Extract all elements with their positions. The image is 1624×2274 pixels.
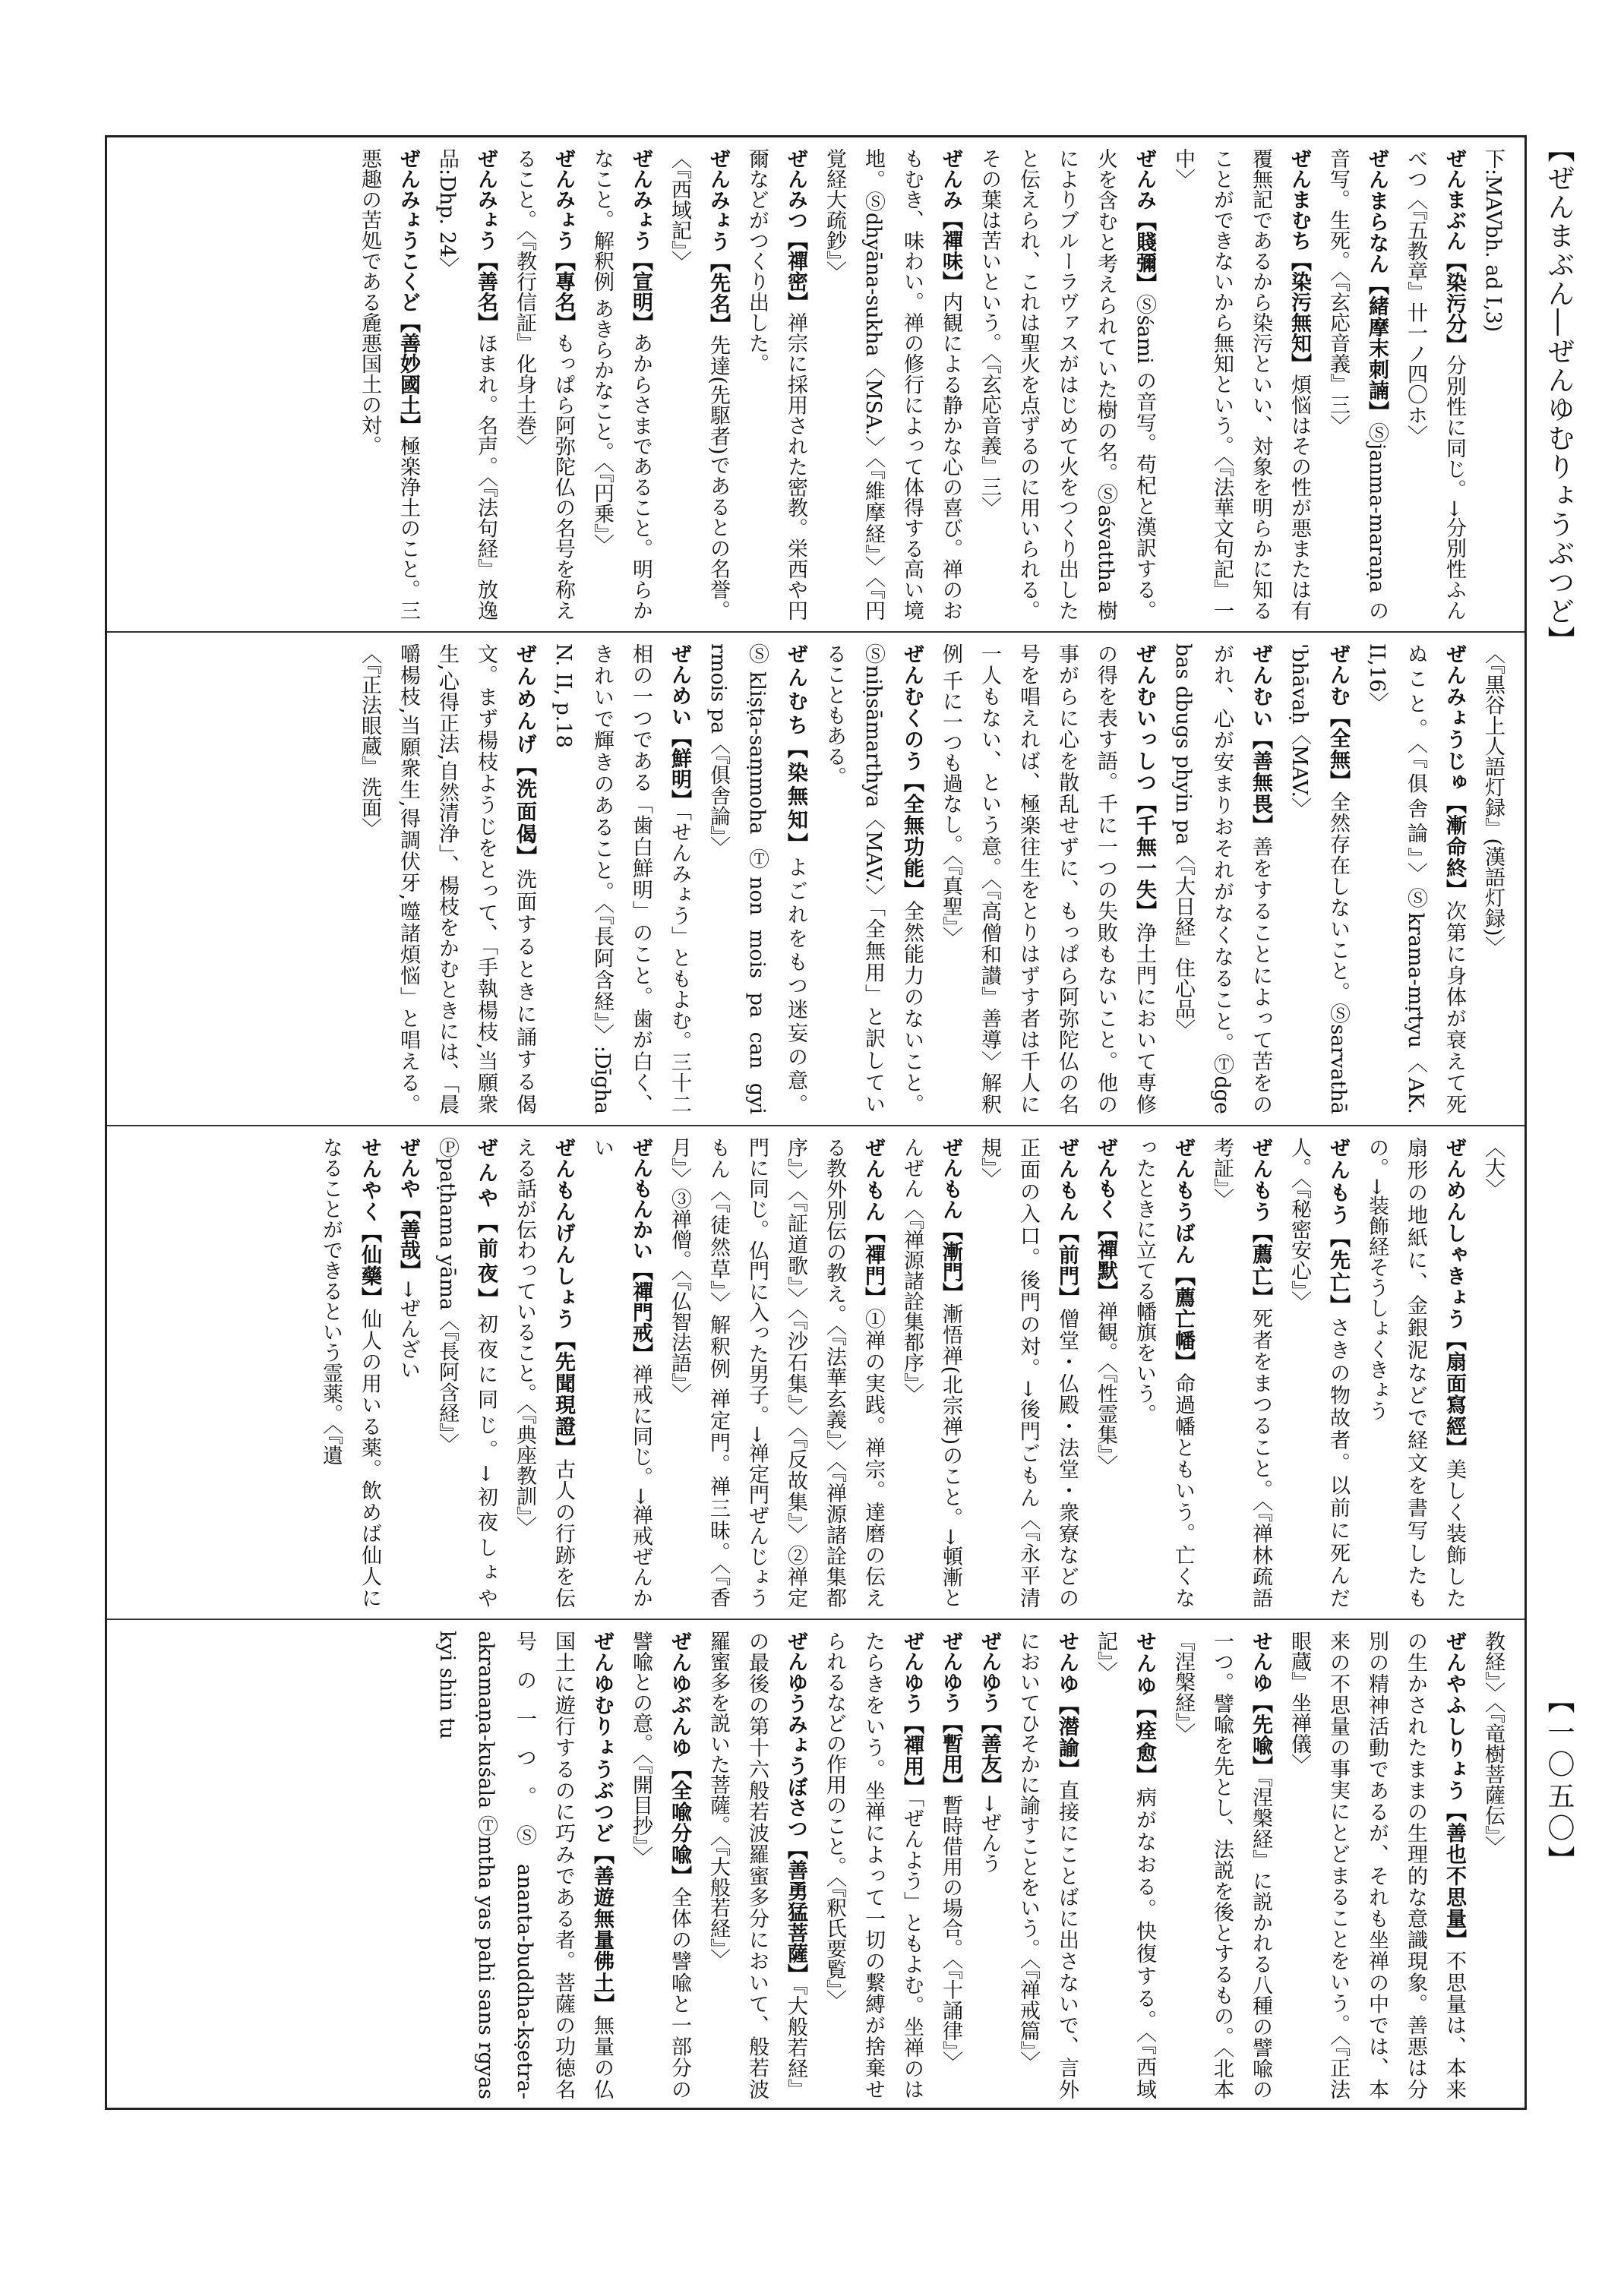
entry-headword: せんやく【仙藥】 [358, 1137, 381, 1309]
dictionary-entry [1396, 148, 1474, 621]
entry-definition: 全体の譬喩と一部分の譬喩との意。〈『開目抄』〉 [629, 1631, 691, 2100]
entry-definition: もっぱら阿弥陀仏の名号を称えること。〈『教行信証』化身土巻〉 [513, 148, 575, 621]
dictionary-entry [699, 1631, 815, 2099]
entry-headword: ぜんもん【前門】 [1055, 1137, 1079, 1309]
entry-definition: 極楽浄土のこと。三悪趣の苦処である麁悪国土の対。 [358, 148, 420, 621]
entry-definition: さきの物故者。以前に死んだ人。〈『秘密安心』〉 [1288, 1137, 1350, 1609]
entry-headword: ぜんみつ【禪密】 [784, 148, 807, 313]
entry-headword: ぜんや【善哉】 [397, 1137, 420, 1281]
entry-definition: 次第に身体が衰えて死ぬこと。〈『俱舎論』〉Ⓢkrama-mṛtyu〈AK. II,16〉 [1365, 643, 1466, 1115]
entry-headword: ぜんやふしりょう【善也不思量】 [1442, 1631, 1466, 1951]
dictionary-entry [931, 643, 1164, 1114]
entry-headword: ぜんもうばん【薦亡幡】 [1171, 1137, 1195, 1373]
running-head: 【ぜんまぶん―ぜんゆむりょうぶつど】 [1543, 135, 1575, 655]
entry-definition: Ⓢśami の音写。苟杞と漢訳する。火を含むと考えられていた樹の名。Ⓢaśvattha 樹によりブルーラヴァスがはじめて火をつくり出したと伝えられ、これは聖火を点ずるのに用いられる。その葉は苦いという。〈『玄応音義』三〉 [978, 148, 1156, 621]
entry-headword: ぜんむいっしつ【千無一失】 [1133, 643, 1156, 923]
entry-definition: 無量の仏国土に遊行するのに巧みである者。菩薩の功徳名号の一つ。Ⓢananta-buddha-kṣetra-akramaṇa-kuśala Ⓣmtha yas pahi sans rgyas kyi shin tu [435, 1631, 614, 2100]
entry-definition: 僧堂・仏殿・法堂・衆寮などの正面の入口。後門の対。→後門ごもん〈『永平清規』〉 [978, 1137, 1079, 1609]
entry-headword: ぜんまぶん【染污分】 [1442, 148, 1466, 355]
entry-definition: 美しく装飾した扇形の地紙に、金銀泥などで経文を書写したもの。→装飾経そうしょくきょう [1365, 1137, 1466, 1609]
column-4 [107, 1620, 1524, 2110]
entry-definition: 『大般若経』の最後の第十六般若波羅蜜多分において、般若波羅蜜多を説いた菩薩。〈『大般若経』〉 [706, 1631, 807, 2100]
dictionary-entry [1125, 1137, 1202, 1608]
entry-headword: ぜんもう【先亡】 [1326, 1137, 1350, 1318]
entry-headword: せんゆ【潜諭】 [1055, 1631, 1079, 1780]
entry-definition: ①禅の実践。禅宗。達磨の伝える教外別伝の教え。〈『法華玄義』〉〈『禅源諸詮集都序』〉〈『証道歌』〉〈『沙石集』〉〈『反故集』〉②禅定門に同じ。仏門に入った男子。→禅定門ぜんじょうもん〈『徒然草』〉解釈例 禅定門。禅三昧。〈『香月』〉③禅僧。〈『仏智法語』〉 [668, 1137, 885, 1609]
entry-definition: 命過幡ともいう。亡くなったときに立てる幡旗をいう。 [1133, 1137, 1195, 1609]
column-3 [107, 1126, 1524, 1619]
entry-headword: ぜんめい【鮮明】 [668, 643, 691, 811]
dictionary-entry [389, 1137, 428, 1608]
entry-headword: ぜんゆう【暫用】 [939, 1631, 962, 1795]
entry-definition: 病がなおる。快復する。〈『西域記』〉 [1094, 1631, 1156, 2100]
entry-headword: せんゆ【痊愈】 [1133, 1631, 1156, 1787]
entry-definition: 洗面するときに誦する偈文。まず楊枝ようじをとって、「手執楊枝,当願衆生,心得正法,自然清浄」、楊枝をかむときには、「晨嚼楊枝,当願衆生,得調伏牙,噬諸煩悩」と唱える。〈『正法眼蔵』洗面〉 [358, 643, 536, 1115]
entry-headword: ぜんもん【漸門】 [939, 1137, 962, 1304]
entry-headword: ぜんみょう【善名】 [474, 148, 498, 333]
entry-definition: 直接にことばに出さないで、言外においてひそかに諭すことをいう。〈『禅戒篇』〉 [1016, 1631, 1079, 2100]
entry-definition: 禅戒に同じ。→禅戒ぜんかい [590, 1137, 652, 1608]
entry-headword: ぜんみょうじゅ【漸命終】 [1442, 643, 1466, 901]
dictionary-entry [1357, 1137, 1474, 1608]
dictionary-entry [970, 1631, 1009, 2099]
page-number: 【一〇五〇】 [1543, 1686, 1575, 1878]
dictionary-entry [428, 1631, 621, 2099]
entry-definition: 教経』〉〈『竜樹菩薩伝』〉 [1481, 1631, 1505, 1856]
dictionary-entry [350, 148, 428, 621]
dictionary-entry [1474, 1631, 1512, 2099]
entry-headword: ぜんまむち【染污無知】 [1288, 148, 1311, 374]
entry-definition: 不思量は、本来の生かされたままの生理的な意識現象。善悪は分別の精神活動であるが、それも坐禅の中では、本来の不思量の事実にとどまることをいう。〈『正法眼蔵』坐禅儀〉 [1288, 1631, 1466, 2100]
entry-definition: 全然存在しないこと。Ⓢsarvathā 'bhāvaḥ〈MAV.〉 [1288, 643, 1350, 1115]
entry-headword: ぜんゆむりょうぶつど【善遊無量佛土】 [590, 1631, 614, 2015]
dictionary-entry [893, 1137, 970, 1608]
dictionary-entry [815, 643, 931, 1114]
dictionary-entry [1164, 148, 1319, 621]
dictionary-entry [1280, 643, 1357, 1114]
entry-headword: ぜんゆう【善友】 [978, 1631, 1001, 1795]
dictionary-page-frame [105, 135, 1527, 2110]
entry-headword: ぜんゆうみょうぼさつ【善勇猛菩薩】 [784, 1631, 807, 1985]
column-1 [107, 137, 1524, 631]
dictionary-entry [583, 148, 660, 621]
entry-definition: 内観による静かな心の喜び。禅のおもむき、味わい。禅の修行によって体得する高い境地。Ⓢdhyāna-sukha〈MSA.〉〈『維摩経』〉〈『円覚経大疏鈔』〉 [823, 148, 962, 621]
dictionary-entry [1086, 1137, 1125, 1608]
entry-definition: 下:MAVbh. ad I,3) [1481, 148, 1505, 333]
dictionary-entry [505, 1137, 583, 1608]
entry-definition: あからさまであること。明らかなこと。解釈例 あきらかなこと。〈『円乗』〉 [590, 148, 652, 621]
entry-headword: ぜんみ【賤彌】 [1133, 148, 1156, 295]
entry-headword: ぜんもん【禪門】 [861, 1137, 885, 1309]
entry-definition: 先達(先駆者)であるとの名誉。〈『西域記』〉 [668, 148, 730, 621]
entry-definition: 〈『黒谷上人語灯録』(漢語灯録)〉 [1481, 643, 1505, 957]
dictionary-entry [583, 1137, 660, 1608]
dictionary-entry [1202, 1137, 1280, 1608]
entry-headword: ぜんむち【染無知】 [784, 643, 807, 857]
dictionary-entry [1164, 643, 1280, 1114]
entry-headword: ぜんむ【全無】 [1326, 643, 1350, 792]
dictionary-entry [1280, 1137, 1357, 1608]
entry-definition: 初夜に同じ。→初夜しょや Ⓟpaṭhama yāma〈『長阿含経』〉 [435, 1137, 498, 1608]
dictionary-entry [544, 643, 699, 1114]
entry-definition: 煩悩はその性が悪または有覆無記であるから染污といい、対象を明らかに知ることができないから無知という。〈『法華文句記』一中〉 [1171, 148, 1311, 621]
dictionary-entry [1474, 643, 1512, 1114]
dictionary-entry [311, 1137, 389, 1608]
dictionary-entry [1319, 148, 1396, 621]
dictionary-entry [1009, 1631, 1086, 2099]
entry-definition: 分別性に同じ。→分別性ふんべつ〈『五教章』卄一ノ四〇ホ〉 [1404, 148, 1466, 621]
entry-headword: ぜんゆう【禪用】 [900, 1631, 924, 1798]
dictionary-entry [1164, 1631, 1280, 2099]
entry-definition: →ぜんう [978, 1795, 1001, 1874]
dictionary-entry [505, 148, 583, 621]
entry-headword: ぜんみょう【專名】 [551, 148, 575, 333]
entry-definition: 漸悟禅(北宗禅)のこと。→頓漸とんぜん〈『禅源諸詮集都序』〉 [900, 1137, 962, 1608]
dictionary-entry [931, 1631, 970, 2099]
entry-definition: 「せんみょう」ともよむ。三十二相の一つである「歯白鮮明」のこと。歯が白く、きれいで輝きのあること。〈『長阿含経』〉:Dīgha N. II, p.18 [551, 643, 691, 1115]
entry-definition: 善をすることによって苦をのがれ、心が安まりおそれがなくなること。Ⓣdge bas dbugs phyin pa〈『大日経』住心品〉 [1171, 643, 1272, 1115]
entry-definition: 禅宗に採用された密教。栄西や円爾などがつくり出した。 [745, 148, 807, 621]
dictionary-entry [699, 643, 815, 1114]
entry-definition: →ぜんざい [397, 1281, 420, 1380]
dictionary-entry [738, 148, 815, 621]
column-4-text [415, 1620, 1524, 2110]
column-1-text [338, 137, 1524, 631]
entry-headword: ぜんまらなん【緒摩末刺諵】 [1365, 148, 1389, 423]
entry-definition: 暫時借用の場合。〈『十誦律』〉 [939, 1795, 962, 2072]
dictionary-entry [1086, 1631, 1164, 2099]
dictionary-entry [428, 1137, 505, 1608]
entry-headword: ぜんむくのう【全無功能】 [900, 643, 924, 901]
entry-definition: Ⓢjanma-maraṇa の音写。生死。〈『玄応音義』三〉 [1326, 148, 1389, 621]
entry-headword: ぜんめんしゃきょう【扇面寫經】 [1442, 1137, 1466, 1459]
dictionary-entry [970, 148, 1164, 621]
entry-headword: ぜんみょう【宣明】 [629, 148, 652, 333]
entry-definition: 浄土門において専修の得を表す語。千に一つの失敗もないこと。他の事がらに心を散乱せずに、もっぱら阿弥陀仏の名号を唱えれば、極楽往生をとりはずす者は千人に一人もない、という意。〈『高僧和讃』善導〉解釈例 千に一つも過なし。〈『真聖』〉 [939, 643, 1156, 1115]
entry-definition: 仙人の用いる薬。飲めば仙人になることができるという霊薬。〈『遺 [319, 1137, 381, 1609]
dictionary-entry [815, 148, 970, 621]
entry-definition: よごれをもつ迷妄の意。Ⓢkliṣṭa-saṃmoha Ⓣnon mois pa can gyi rmois pa〈『俱舎論』〉 [706, 643, 807, 1115]
entry-headword: ぜんもく【禪默】 [1094, 1137, 1117, 1301]
dictionary-entry [815, 1631, 931, 2099]
entry-definition: 『涅槃経』に説かれる八種の譬喩の一つ。譬喩を先とし、法説を後とするもの。〈北本『涅槃経』〉 [1171, 1631, 1272, 2100]
dictionary-entry [621, 1631, 699, 2099]
entry-definition: 禅観。〈『性霊集』〉 [1094, 1301, 1117, 1476]
entry-headword: ぜんもう【薦亡】 [1249, 1137, 1272, 1309]
dictionary-entry [1474, 1137, 1512, 1608]
dictionary-entry [970, 1137, 1086, 1608]
dictionary-entry [350, 643, 544, 1114]
dictionary-entry [660, 148, 738, 621]
entry-headword: ぜんもんかい【禪門戒】 [629, 1137, 652, 1364]
column-3-text [299, 1126, 1524, 1619]
entry-headword: ぜんむい【善無畏】 [1249, 643, 1272, 837]
entry-definition: ほまれ。名声。〈『法句経』放逸品:Dhp. 24〉 [435, 148, 498, 621]
column-2-text [338, 633, 1524, 1125]
entry-headword: ぜんもんげんしょう【先聞現證】 [551, 1137, 575, 1459]
entry-headword: ぜんみょう【先名】 [706, 148, 730, 335]
dictionary-entry [1280, 1631, 1474, 2099]
column-2 [107, 633, 1524, 1125]
dictionary-entry [428, 148, 505, 621]
entry-definition: 〈大〉 [1481, 1137, 1505, 1199]
entry-headword: ぜんや【前夜】 [474, 1137, 498, 1314]
dictionary-entry [1474, 148, 1512, 621]
entry-definition: 「ぜんよう」ともよむ。坐禅のはたらきをいう。坐禅によって一切の繋縛が捨棄せられるなどの作用のこと。〈『釈氏要覧』〉 [823, 1631, 924, 2100]
entry-headword: せんゆ【先喩】 [1249, 1631, 1272, 1777]
entry-definition: 死者をまつること。〈『禅林疏語考証』〉 [1210, 1137, 1272, 1609]
entry-headword: ぜんゆぶんゆ【全喩分喩】 [668, 1631, 691, 1887]
entry-headword: ぜんみ【禪味】 [939, 148, 962, 292]
entry-definition: 全然能力のないこと。Ⓢniḥsāmarthya〈MAV.〉「全無用」と訳していることもある。 [823, 643, 924, 1115]
entry-headword: ぜんみょうこくど【善妙國土】 [397, 148, 420, 436]
dictionary-entry [1357, 643, 1474, 1114]
dictionary-entry [660, 1137, 893, 1608]
entry-definition: 古人の行跡を伝える話が伝わっていること。〈『典座教訓』〉 [513, 1137, 575, 1609]
entry-headword: ぜんめんげ【洗面偈】 [513, 643, 536, 869]
